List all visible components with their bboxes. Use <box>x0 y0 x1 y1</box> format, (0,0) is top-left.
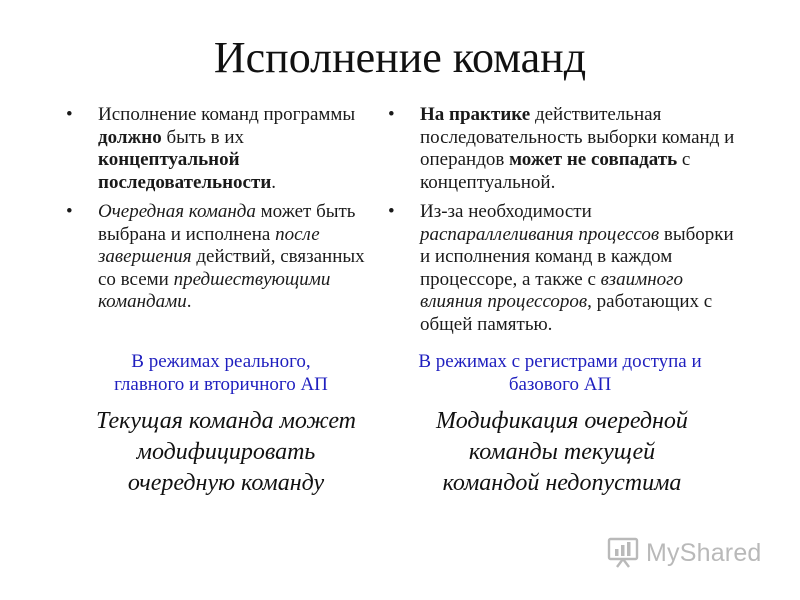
text-run: действительная последовательность выборки команд и операндов <box>420 104 735 170</box>
text-run: с концептуальной. <box>420 149 691 193</box>
note-line: В режимах реального, <box>131 351 311 372</box>
left-bullet-2 <box>62 201 380 314</box>
left-bullet-1 <box>62 104 380 194</box>
bold-text: На практике <box>420 104 531 125</box>
text-run: , работающих с общей памятью. <box>420 291 713 335</box>
right-bullet-1 <box>384 104 736 194</box>
note-line: базового АП <box>508 373 612 395</box>
bullet-marker: • <box>66 201 73 222</box>
text-run: Исполнение команд программы <box>98 104 356 125</box>
right-mode-note <box>384 351 736 396</box>
presentation-board-icon <box>606 537 640 569</box>
text-run: действий, связанных со всеми <box>98 246 365 290</box>
left-mode-note <box>62 351 380 396</box>
italic-text: взаимного влияния процессоров <box>420 268 684 312</box>
text-run: . <box>186 291 192 312</box>
note-line: главного и вторичного АП <box>114 373 328 395</box>
bold-text: должно <box>98 126 162 148</box>
conclusion-line: команды текущей <box>468 439 656 465</box>
text-run: . <box>271 171 277 193</box>
logo-text: MyShared <box>646 538 762 567</box>
text-run: выборки и исполнения команд в каждом процессоре, а также с <box>420 223 734 290</box>
myshared-logo[interactable] <box>606 536 762 570</box>
left-column <box>62 104 380 321</box>
conclusion-line: командой недопустима <box>442 470 682 496</box>
text-run: может быть выбрана и исполнена <box>98 201 356 245</box>
italic-text: после завершения <box>98 223 320 267</box>
left-conclusion <box>52 406 400 499</box>
text-run: быть в их <box>161 126 245 148</box>
note-line: В режимах с регистрами доступа и <box>418 351 702 372</box>
bullet-marker: • <box>388 104 395 125</box>
right-column <box>384 104 736 343</box>
right-conclusion <box>392 406 732 499</box>
right-bullet-2 <box>384 201 736 336</box>
bold-text: может не совпадать <box>509 149 678 170</box>
conclusion-line: очередную команду <box>127 470 325 496</box>
italic-text: Очередная команда <box>98 201 256 222</box>
bullet-marker: • <box>388 201 395 222</box>
italic-text: распараллеливания процессов <box>420 223 660 245</box>
bold-text: концептуальной последовательности <box>98 149 272 193</box>
text-run: Из-за необходимости <box>420 201 592 222</box>
slide-title: Исполнение команд <box>213 33 587 82</box>
conclusion-line: Модификация очередной <box>436 408 688 434</box>
conclusion-line: Текущая команда может <box>95 408 357 434</box>
italic-text: предшествующими командами <box>98 268 331 312</box>
conclusion-line: модифицировать <box>136 439 316 465</box>
bullet-marker: • <box>66 104 73 125</box>
